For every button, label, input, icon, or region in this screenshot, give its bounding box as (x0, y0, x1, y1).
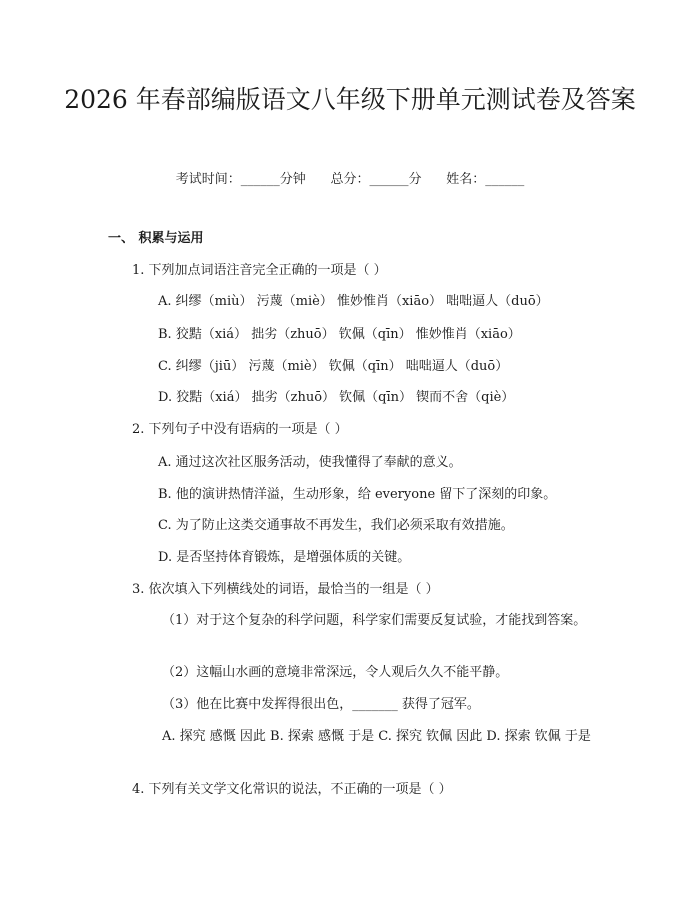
question-3-options-text: A. 探究 感慨 因此 B. 探索 感慨 于是 C. 探究 钦佩 因此 D. 探索 钦佩 于是 (162, 729, 591, 744)
question-1-stem: 1. 下列加点词语注音完全正确的一项是（ ） (132, 263, 387, 278)
section-heading: 一、 积累与运用 (108, 231, 204, 246)
question-4-stem: 4. 下列有关文学文化常识的说法，不正确的一项是（ ） (132, 782, 452, 797)
question-1-option-d: D. 狡黠（xiá） 拙劣（zhuō） 钦佩（qīn） 锲而不舍（qiè） (158, 390, 515, 405)
question-3-sub-1-text: （1）对于这个复杂的科学问题，科学家们需要反复试验，才能找到答案。 (162, 613, 587, 628)
question-3-options (103, 725, 598, 749)
question-2-option-d: D. 是否坚持体育锻炼，是增强体质的关键。 (158, 550, 411, 565)
question-1-option-b: B. 狡黠（xiá） 拙劣（zhuō） 钦佩（qīn） 惟妙惟肖（xiāo） (158, 327, 521, 342)
page-title: 2026 年春部编版语文八年级下册单元测试卷及答案 (64, 85, 636, 114)
question-3-sub-2: （2）这幅山水画的意境非常深远，令人观后久久不能平静。 (162, 665, 509, 680)
question-2-stem: 2. 下列句子中没有语病的一项是（ ） (132, 422, 348, 437)
question-3-sub-3: （3）他在比赛中发挥得很出色，_______ 获得了冠军。 (162, 697, 480, 712)
question-1-option-c: C. 纠缪（jiū） 污蔑（miè） 钦佩（qīn） 咄咄逼人（duō） (158, 359, 509, 374)
question-2-option-a: A. 通过这次社区服务活动，使我懂得了奉献的意义。 (158, 455, 462, 470)
question-2-option-b: B. 他的演讲热情洋溢，生动形象，给 everyone 留下了深刻的印象。 (158, 487, 557, 502)
question-2-option-c: C. 为了防止这类交通事故不再发生，我们必须采取有效措施。 (158, 518, 514, 533)
exam-info-line: 考试时间：______分钟 总分：______分 姓名：______ (175, 172, 525, 187)
question-3-stem: 3. 依次填入下列横线处的词语，最恰当的一组是（ ） (132, 582, 439, 597)
question-3-sub-1 (103, 609, 598, 633)
question-1-option-a: A. 纠缪（miù） 污蔑（miè） 惟妙惟肖（xiāo） 咄咄逼人（duō） (158, 294, 549, 309)
